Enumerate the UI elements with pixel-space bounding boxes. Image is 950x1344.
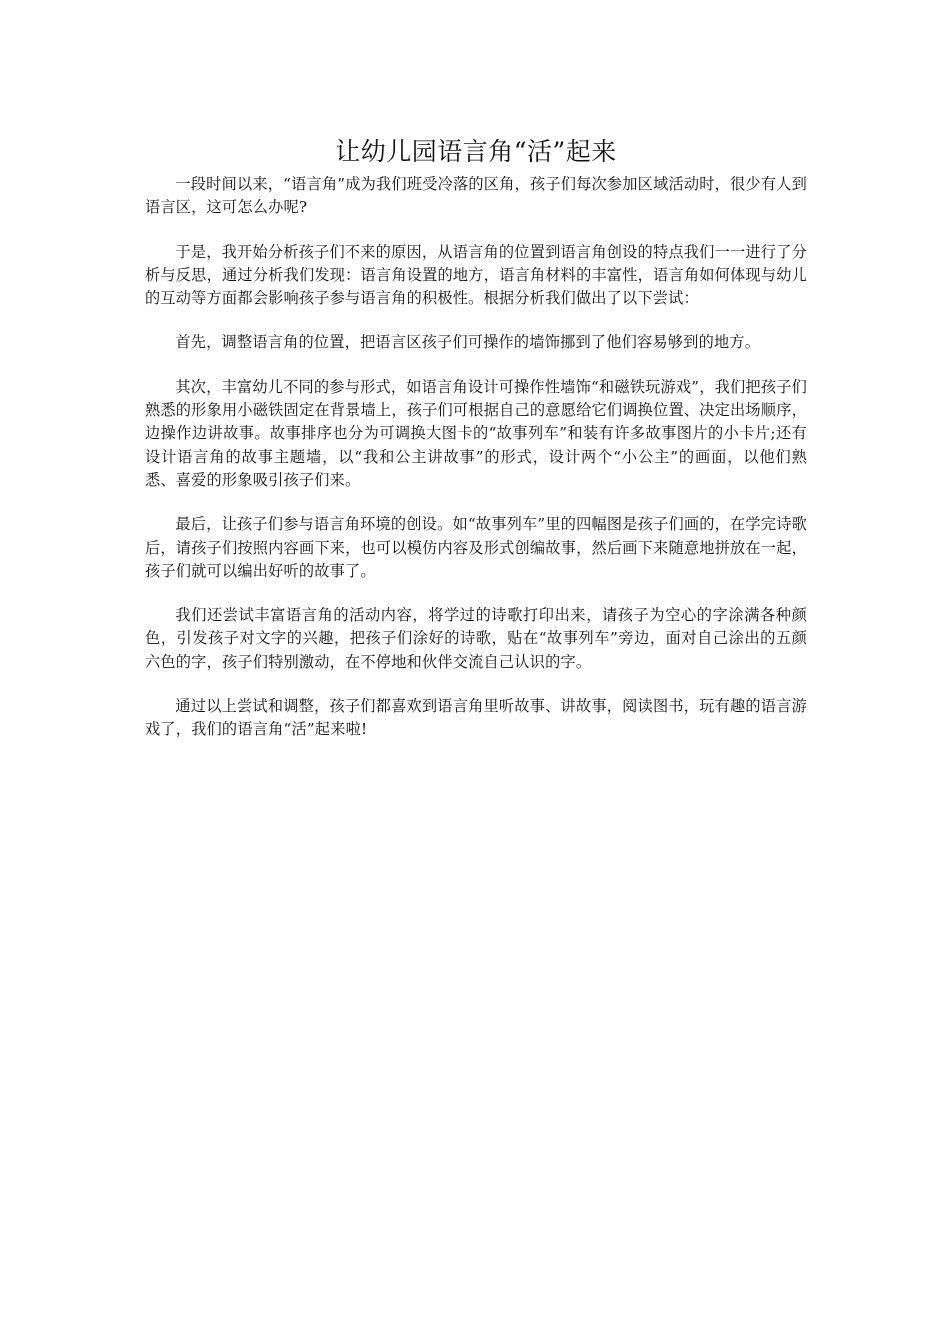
paragraph-conclusion: 通过以上尝试和调整，孩子们都喜欢到语言角里听故事、讲故事，阅读图书，玩有趣的语言游戏了，我们的语言角“活”起来啦!: [145, 697, 807, 739]
document-title: 让幼儿园语言角“活”起来: [335, 137, 617, 166]
paragraph-activities: 我们还尝试丰富语言角的活动内容，将学过的诗歌打印出来，请孩子为空心的字涂满各种颜色，引发孩子对文字的兴趣，把孩子们涂好的诗歌，贴在“故事列车”旁边，面对自己涂出的五颜六色的字，孩子们特别激动，在不停地和伙伴交流自己认识的字。: [145, 606, 807, 671]
paragraph-analysis: 于是，我开始分析孩子们不来的原因，从语言角的位置到语言角创设的特点我们一一进行了分析与反思，通过分析我们发现：语言角设置的地方，语言角材料的丰富性，语言角如何体现与幼儿的互动等方面都会影响孩子参与语言角的积极性。根据分析我们做出了以下尝试：: [145, 242, 807, 308]
paragraph-intro: 一段时间以来，“语言角”成为我们班受冷落的区角，孩子们每次参加区域活动时，很少有人到语言区，这可怎么办呢?: [145, 175, 807, 217]
document-body: [145, 134, 807, 742]
paragraph-second: 其次，丰富幼儿不同的参与形式，如语言角设计可操作性墙饰“和磁铁玩游戏”，我们把孩子们熟悉的形象用小磁铁固定在背景墙上，孩子们可根据自己的意愿给它们调换位置、决定出场顺序，边操作边讲故事。故事排序也分为可调换大图卡的“故事列车”和装有许多故事图片的小卡片;还有设计语言角的故事主题墙，以“我和公主讲故事”的形式，设计两个“小公主”的画面，以他们熟悉、喜爱的形象吸引孩子们来。: [145, 377, 807, 489]
paragraph-first: 首先，调整语言角的位置，把语言区孩子们可操作的墙饰挪到了他们容易够到的地方。: [175, 333, 761, 352]
paragraph-last: 最后，让孩子们参与语言角环境的创设。如“故事列车”里的四幅图是孩子们画的，在学完诗歌后，请孩子们按照内容画下来，也可以模仿内容及形式创编故事，然后画下来随意地拼放在一起，孩子们就可以编出好听的故事了。: [145, 515, 807, 580]
